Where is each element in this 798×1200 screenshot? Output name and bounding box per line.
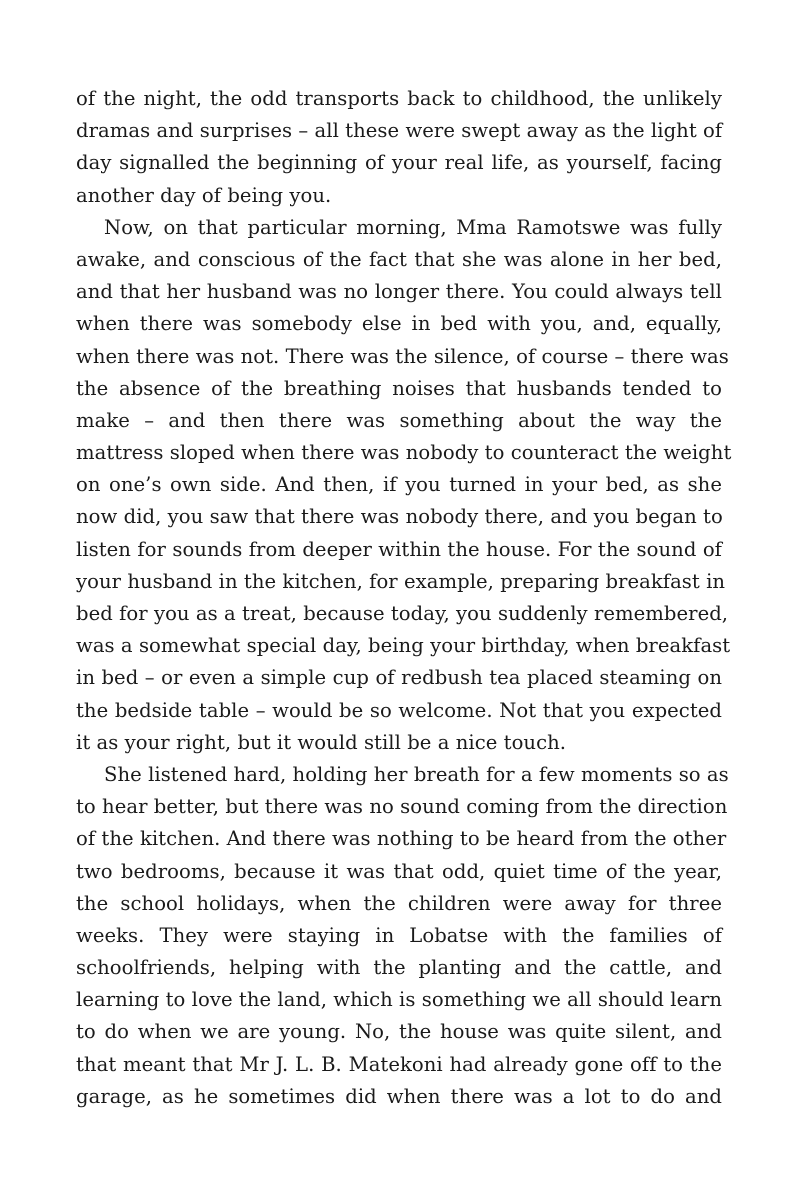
text-line: of the kitchen. And there was nothing to be heard from the other <box>76 827 727 851</box>
text-line: the bedside table – would be so welcome. Not that you expected <box>76 698 722 722</box>
text-line: it as your right, but it would still be a nice touch. <box>76 730 567 754</box>
text-line: your husband in the kitchen, for example, preparing breakfast in <box>76 569 726 593</box>
text-line: day signalled the beginning of your real life, as yourself, facing <box>76 151 722 175</box>
text-line: learning to love the land, which is something we all should learn <box>76 988 723 1012</box>
text-line: two bedrooms, because it was that odd, quiet time of the year, <box>76 859 722 883</box>
text-line: She listened hard, holding her breath for a few moments so as <box>104 762 729 786</box>
text-line: was a somewhat special day, being your birthday, when breakfast <box>76 634 731 658</box>
text-line: on one’s own side. And then, if you turned in your bed, as she <box>76 473 722 497</box>
text-line: listen for sounds from deeper within the house. For the sound of <box>76 537 722 561</box>
paragraph <box>76 83 722 212</box>
text-line: the school holidays, when the children were away for three <box>76 891 722 915</box>
text-line: schoolfriends, helping with the planting and the cattle, and <box>76 956 722 980</box>
book-page <box>76 83 732 1113</box>
text-line: in bed – or even a simple cup of redbush tea placed steaming on <box>76 666 722 690</box>
text-line: Now, on that particular morning, Mma Ramotswe was fully <box>104 215 722 239</box>
text-line: dramas and surprises – all these were swept away as the light of <box>76 119 723 143</box>
text-line: and that her husband was no longer there. You could always tell <box>76 280 722 304</box>
text-line: now did, you saw that there was nobody there, and you began to <box>76 505 723 529</box>
text-line: another day of being you. <box>76 183 332 207</box>
text-line: mattress sloped when there was nobody to counteract the weight <box>76 441 732 465</box>
text-line: that meant that Mr J. L. B. Matekoni had already gone off to the <box>76 1052 722 1076</box>
text-line: of the night, the odd transports back to childhood, the unlikely <box>76 87 722 110</box>
text-line: when there was not. There was the silence, of course – there was <box>76 344 729 368</box>
paragraph <box>76 759 729 1113</box>
text-line: when there was somebody else in bed with you, and, equally, <box>76 312 722 336</box>
text-line: the absence of the breathing noises that husbands tended to <box>76 376 722 400</box>
text-line: bed for you as a treat, because today, you suddenly remembered, <box>76 602 729 625</box>
text-line: awake, and conscious of the fact that she was alone in her bed, <box>76 247 722 271</box>
text-line: make – and then there was something about the way the <box>76 408 722 432</box>
paragraph <box>76 212 732 759</box>
text-line: to hear better, but there was no sound coming from the direction <box>76 795 728 819</box>
text-line: weeks. They were staying in Lobatse with the families of <box>76 923 722 947</box>
text-line: to do when we are young. No, the house was quite silent, and <box>76 1020 722 1044</box>
text-line: garage, as he sometimes did when there was a lot to do and <box>76 1084 722 1108</box>
